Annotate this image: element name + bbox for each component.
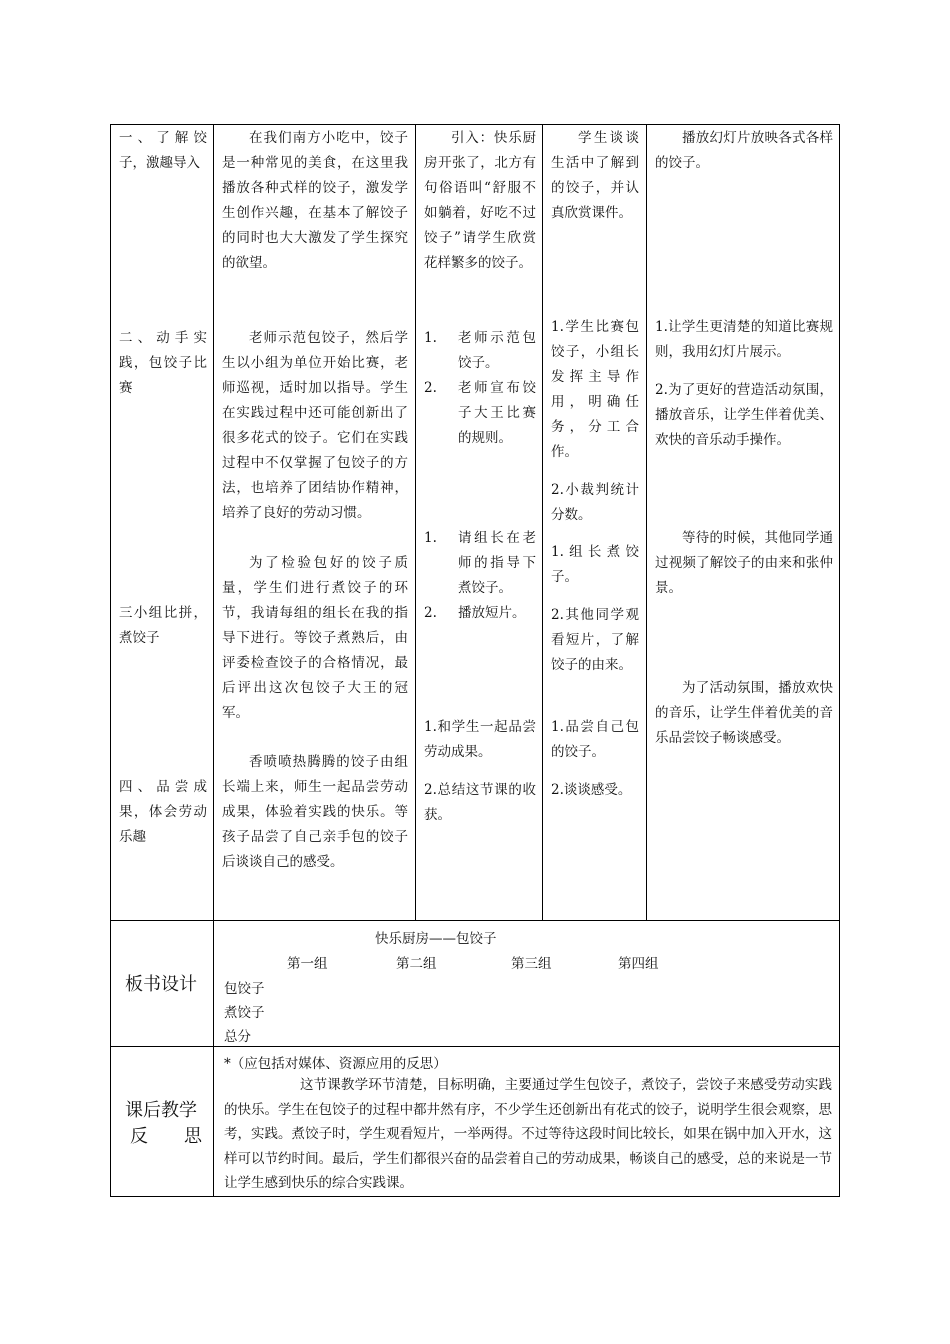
board-group-2: 第二组 [396, 956, 437, 972]
teacher-2 [424, 326, 536, 451]
board-title: 快乐厨房——包饺子 [375, 931, 497, 947]
reflection-text: 这节课教学环节清楚，目标明确，主要通过学生包饺子，煮饺子，尝饺子来感受劳动实践的快乐。学生在包饺子的过程中都井然有序，不少学生还创新出有花式的饺子，说明学生很会观察，思考，实践。煮饺子时，学生观看短片，一举两得。不过等待这段时间比较长，如果在锅中加入开水，这样可以节约时间。最后，学生们都很兴奋的品尝着自己的劳动成果，畅谈自己的感受，总的来说是一节让学生感到快乐的综合实践课。 [224, 1077, 832, 1191]
board-row-1: 包饺子 [224, 981, 265, 997]
row-divider [110, 1046, 840, 1047]
student-1: 学生谈谈生活中了解到的饺子，并认真欣赏课件。 [551, 130, 639, 221]
column-divider [646, 124, 647, 921]
stage-2: 二、动手实践，包饺子比赛 [119, 330, 207, 396]
board-label: 板书设计 [125, 974, 197, 995]
list-item: 1.让学生更清楚的知道比赛规则，我用幻灯片展示。 [655, 318, 833, 360]
list-item: 2.小裁判统计分数。 [551, 482, 639, 523]
list-item: 1. 老师示范包饺子。 [424, 330, 536, 371]
teacher-1: 引入：快乐厨房开张了，北方有句俗语叫“舒服不如躺着，好吃不过饺子”请学生欣赏花样繁多的饺子。 [424, 130, 536, 271]
list-item: 2.为了更好的营造活动氛围，播放音乐，让学生伴着优美、欢快的音乐动手操作。 [655, 382, 833, 448]
column-divider [213, 124, 214, 1197]
list-item: 2.其他同学观看短片，了解饺子的由来。 [551, 607, 639, 673]
list-item: 1.品尝自己包的饺子。 [551, 718, 639, 760]
process-1: 在我们南方小吃中，饺子是一种常见的美食，在这里我播放各种式样的饺子，激发学生创作兴趣，在基本了解饺子的同时也大大激发了学生探究的欲望。 [222, 130, 408, 271]
student-2 [551, 301, 639, 542]
column-divider [542, 124, 543, 921]
reflection-note: *（应包括对媒体、资源应用的反思） [224, 1056, 447, 1072]
row-divider [110, 920, 840, 921]
list-item: 1.组长煮饺子。 [551, 543, 639, 585]
teacher-3 [424, 526, 536, 626]
list-item: 1.学生比赛包饺子，小组长发挥主导作用，明确任务，分工合作。 [551, 318, 639, 460]
student-3 [551, 526, 639, 692]
list-item: 2. 老师宣布饺子大王比赛的规则。 [424, 380, 536, 446]
list-item: 2. 播放短片。 [424, 605, 526, 621]
reflection-body [224, 1073, 832, 1196]
media-4: 为了活动氛围，播放欢快的音乐，让学生伴着优美的音乐品尝饺子畅谈感受。 [655, 680, 833, 746]
list-item: 2.总结这节课的收获。 [424, 782, 536, 823]
list-item: 1. 请组长在老师的指导下煮饺子。 [424, 530, 536, 596]
reflection-label-line1: 课后教学 [125, 1100, 197, 1121]
process-3: 为了检验包好的饺子质量，学生们进行煮饺子的环节，我请每组的组长在我的指导下进行。等饺子煮熟后，由评委检查饺子的合格情况，最后评出这次包饺子大王的冠军。 [222, 555, 408, 721]
stage-4: 四、品尝成果，体会劳动乐趣 [119, 779, 207, 845]
board-row-3: 总分 [224, 1029, 251, 1045]
lesson-plan-table [110, 124, 840, 1197]
board-group-1: 第一组 [287, 956, 328, 972]
list-item: 1.和学生一起品尝劳动成果。 [424, 718, 536, 760]
board-group-4: 第四组 [618, 956, 659, 972]
list-item: 2.谈谈感受。 [551, 782, 632, 798]
student-4 [551, 701, 639, 817]
media-1: 播放幻灯片放映各式各样的饺子。 [655, 130, 833, 171]
stage-3: 三小组比拼，煮饺子 [119, 605, 207, 646]
board-row-2: 煮饺子 [224, 1005, 265, 1021]
column-divider [415, 124, 416, 921]
reflection-label-line2: 反 思 [130, 1126, 202, 1147]
process-2: 老师示范包饺子，然后学生以小组为单位开始比赛，老师巡视，适时加以指导。学生在实践过程中还可能创新出了很多花式的饺子。它们在实践过程中不仅掌握了包饺子的方法，也培养了团结协作精神，培养了良好的劳动习惯。 [222, 330, 408, 521]
process-4: 香喷喷热腾腾的饺子由组长端上来，师生一起品尝劳动成果，体验着实践的快乐。等孩子品尝了自己亲手包的饺子后谈谈自己的感受。 [222, 754, 408, 870]
stage-1: 一、了解饺子，激趣导入 [119, 130, 207, 171]
board-group-3: 第三组 [511, 956, 552, 972]
media-2 [655, 301, 833, 467]
media-3: 等待的时候，其他同学通过视频了解饺子的由来和张仲景。 [655, 530, 833, 596]
teacher-4 [424, 701, 536, 842]
